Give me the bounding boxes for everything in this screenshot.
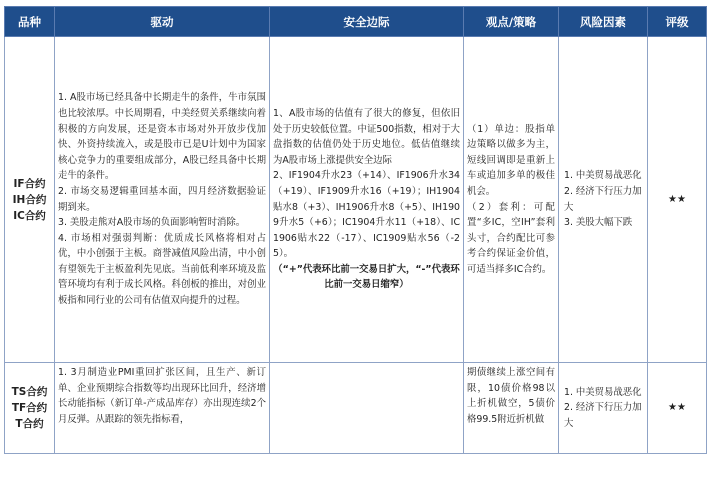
table-row (5, 363, 707, 454)
strategy-text: 期债继续上涨空间有限，10债价格98以上折机做空，5债价格99.5附近折机做 (467, 367, 555, 425)
header-product: 品种 (5, 7, 55, 37)
product-label: TS合约 (11, 386, 48, 398)
risk-item: 1. 中美贸易战恶化 (564, 386, 642, 398)
product-cell (5, 37, 55, 363)
strategy-text: （1）单边：股指单边策略以做多为主，短线回调即是重新上车或追加多单的极佳机会。 （2）套利：可配置“多IC，空IH”套利头寸，合约配比可参考合约保证金价值，可适当择多IC合约。 (467, 123, 555, 275)
driver-item: 1. 3月制造业PMI重回扩张区间，且生产、新订单、企业预期综合指数等均出现环比回升，经济增长动能指标（新订单-产成品库存）亦出现连续2个月反弹。从跟踪的领先指标看， (58, 367, 266, 425)
product-label: IF合约 (13, 177, 46, 190)
product-label: IC合约 (13, 209, 46, 222)
header-rating: 评级 (648, 7, 707, 37)
safety-margin-cell (270, 363, 464, 454)
futures-strategy-table (4, 6, 707, 454)
driver-item: 3. 美股走熊对A股市场的负面影响暂时消除。 (58, 217, 246, 229)
header-safety-margin: 安全边际 (270, 7, 464, 37)
risk-item: 3. 美股大幅下跌 (564, 217, 633, 229)
strategy-cell (464, 363, 559, 454)
table-row (5, 37, 707, 363)
header-risks: 风险因素 (559, 7, 648, 37)
risk-item: 2. 经济下行压力加大 (564, 402, 642, 429)
product-label: TF合约 (11, 402, 48, 414)
driver-item: 2. 市场交易逻辑重回基本面，四月经济数据验证期到来。 (58, 185, 266, 213)
risk-item: 1. 中美贸易战恶化 (564, 170, 642, 182)
driver-item: 4. 市场相对强弱判断：优质成长风格将相对占优，中小创强于主板。商誉减值风险出清，中小创有望领先于主板盈利先见底。当前低利率环境及监管环境均有利于成长风格。科创板的推出，对创业板指和同行业的公司有估值双向提升的过程。 (58, 232, 266, 307)
risks-cell (559, 363, 648, 454)
rating-stars: ★★ (668, 193, 686, 205)
header-strategy: 观点/策略 (464, 7, 559, 37)
header-drivers: 驱动 (55, 7, 270, 37)
rating-cell (648, 363, 707, 454)
product-label: T合约 (15, 418, 44, 430)
rating-stars: ★★ (668, 402, 686, 414)
risks-cell (559, 37, 648, 363)
safety-margin-cell (270, 37, 464, 363)
safety-margin-note: （“+”代表环比前一交易日扩大，“-”代表环比前一交易日缩窄） (273, 263, 460, 291)
rating-cell (648, 37, 707, 363)
risk-item: 2. 经济下行压力加大 (564, 185, 642, 213)
product-cell (5, 363, 55, 454)
driver-item: 1. A股市场已经具备中长期走牛的条件，牛市氛围也比较浓厚。中长周期看，中美经贸关系继续向着积极的方向发展，还是资本市场对外开放步伐加快、外资持续流入，或是股市已是U计划中为国家核心竞争力的重要组成部分，A股已经具备中长期走牛的条件。 (58, 92, 266, 182)
header-row (5, 7, 707, 37)
safety-margin-text: 1、A股市场的估值有了很大的修复，但依旧处于历史较低位置。中证500指数，相对于大盘指数的估值仍处于历史地位。低估值继续为A股市场上涨提供安全边际 2、IF1904升水23（+14）、IF1906升水34（+19）、IF1909升水16（+19）；IH1904贴水8（+3）、IH1906升水8（+5）、IH1909升水5（+6）；IC1904升水11（+18）、IC1906贴水22（-17）、IC1909贴水56（-25）。 (273, 107, 460, 260)
drivers-cell (55, 363, 270, 454)
drivers-cell (55, 37, 270, 363)
product-label: IH合约 (12, 193, 47, 206)
strategy-cell (464, 37, 559, 363)
